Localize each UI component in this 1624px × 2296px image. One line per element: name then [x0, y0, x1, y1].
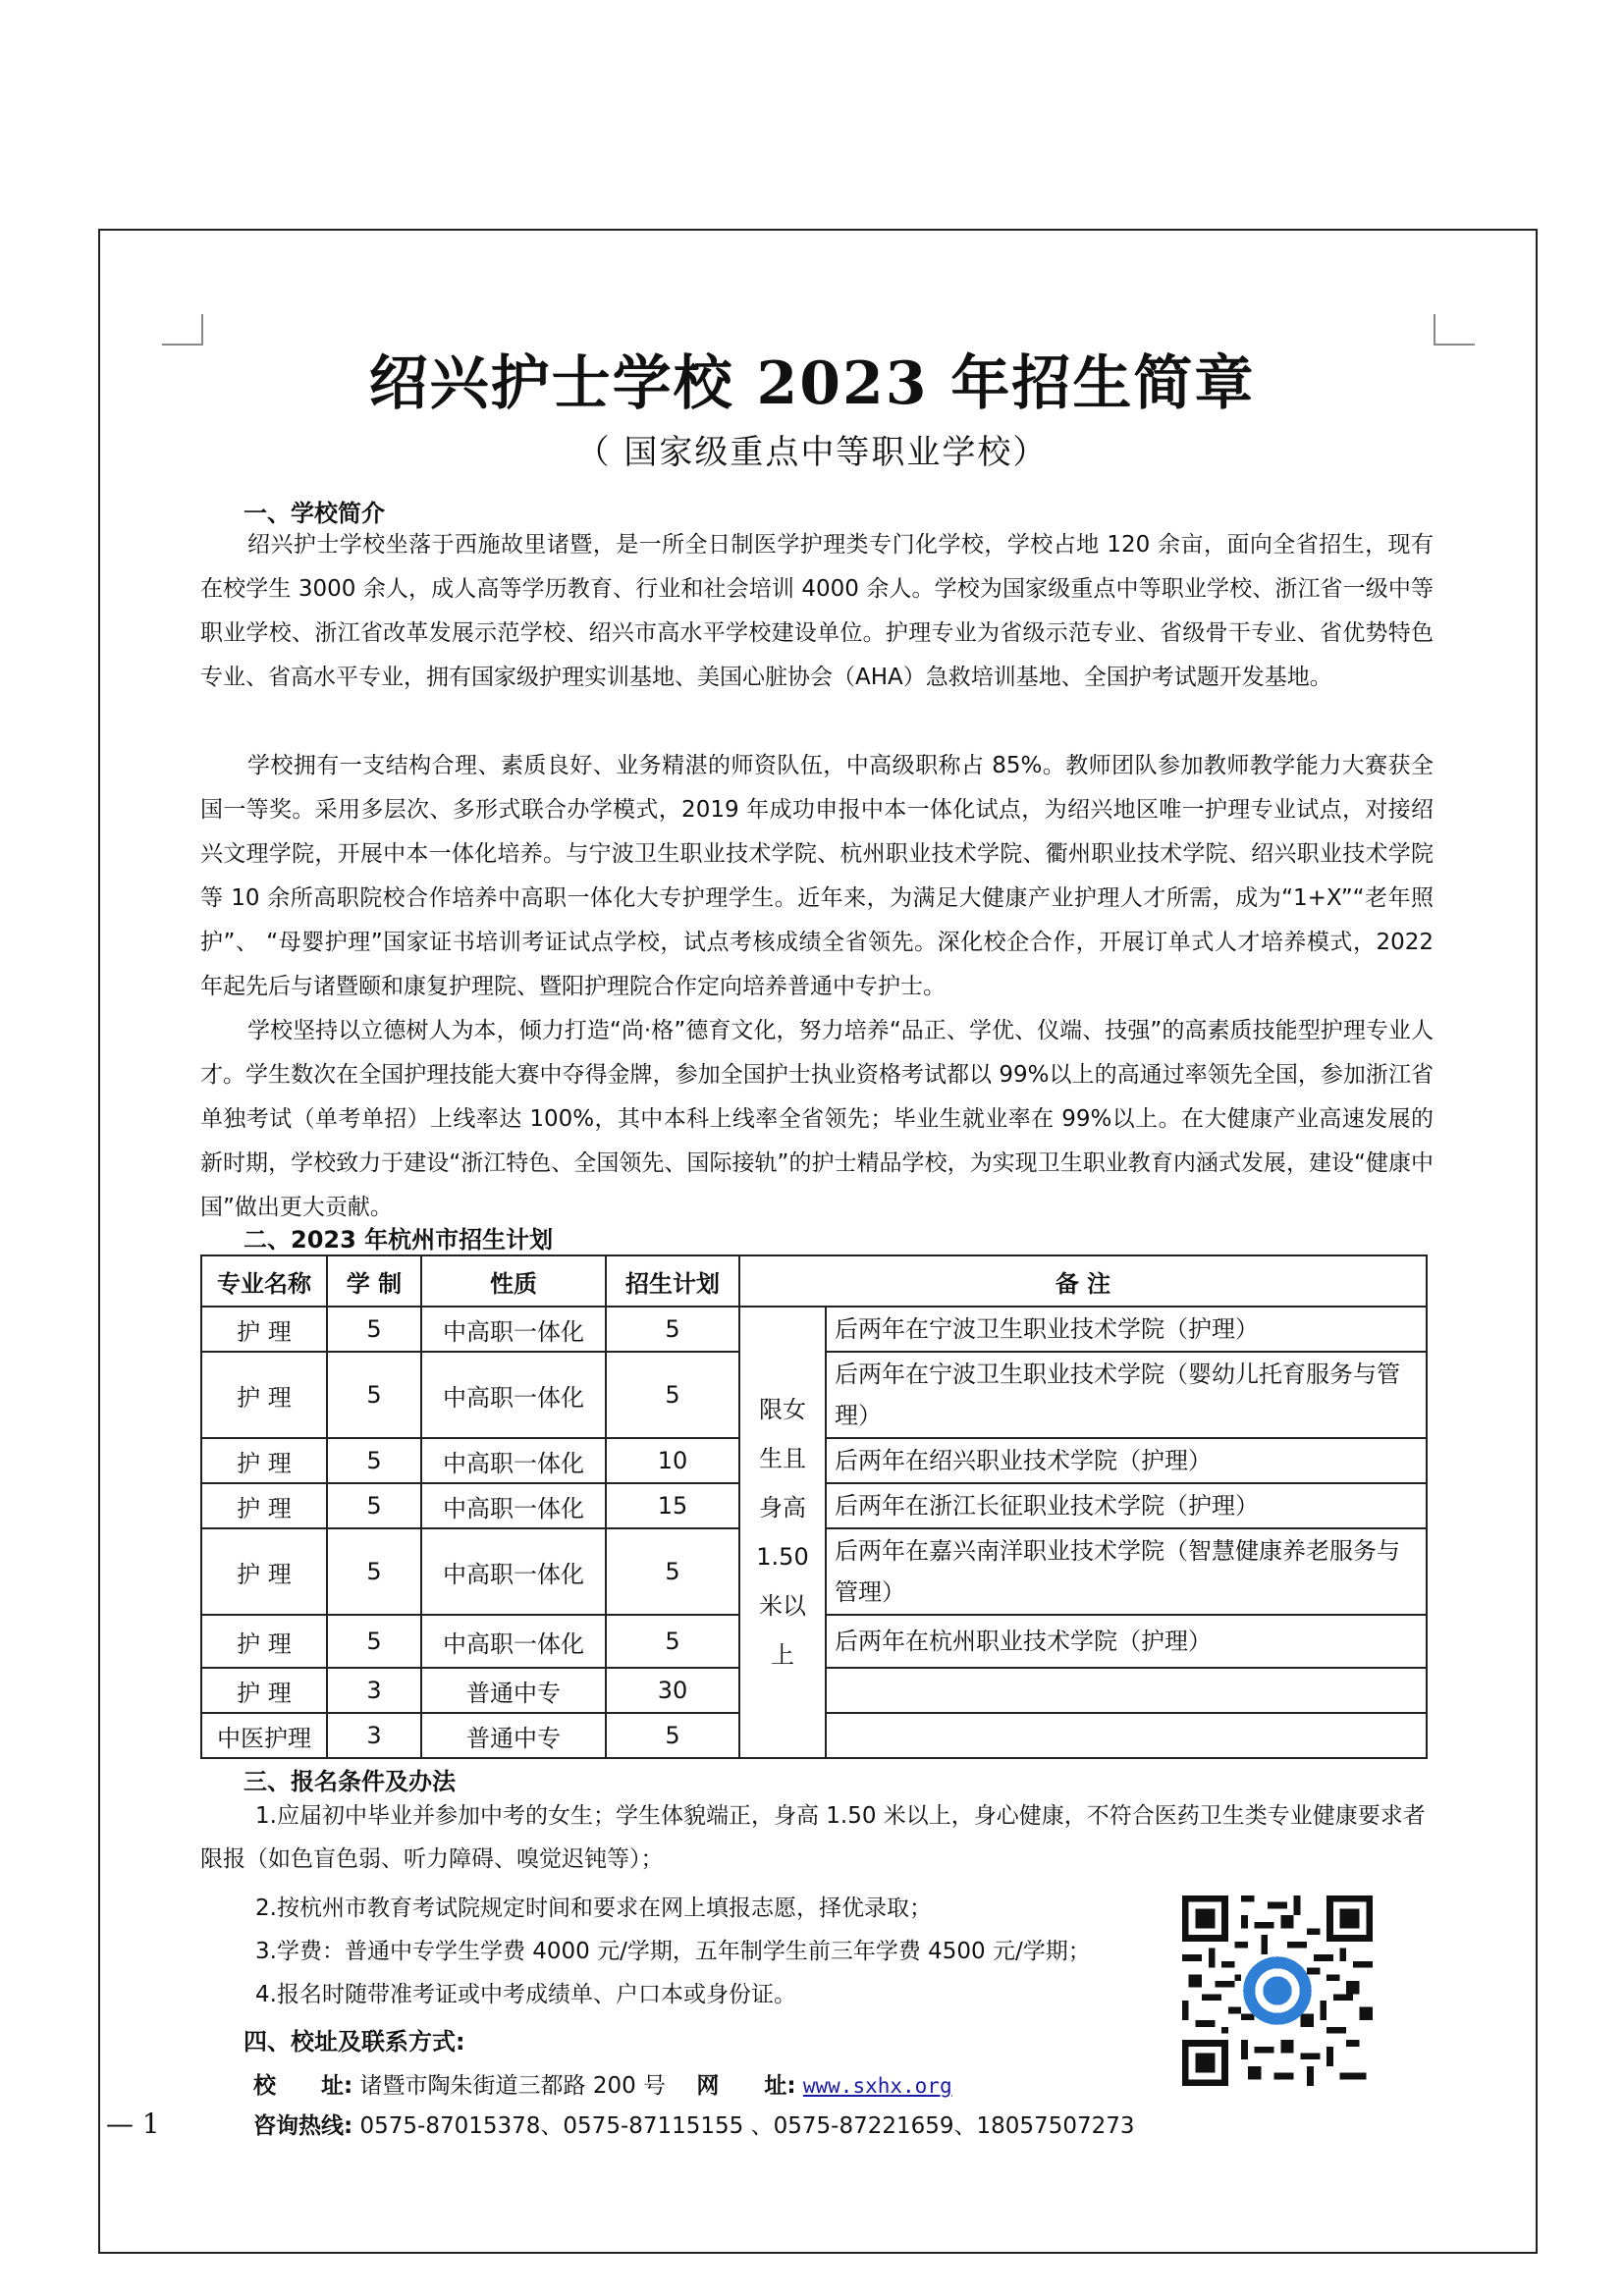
- cell-major: 护 理: [201, 1483, 327, 1528]
- col-header-remarks: 备 注: [739, 1255, 1427, 1307]
- website-label: 网 址:: [696, 2073, 796, 2099]
- cell-type: 中高职一体化: [421, 1615, 606, 1668]
- cell-type: 中高职一体化: [421, 1438, 606, 1483]
- section-heading-conditions: 三、报名条件及办法: [244, 1768, 456, 1795]
- hotline-value: 0575-87015378、0575-87115155 、0575-87221659、18057507273: [359, 2113, 1135, 2139]
- cell-years: 5: [327, 1528, 421, 1615]
- cell-remark: 后两年在杭州职业技术学院（护理）: [826, 1615, 1427, 1668]
- cell-remark: 后两年在绍兴职业技术学院（护理）: [826, 1438, 1427, 1483]
- col-header-type: 性质: [421, 1255, 606, 1307]
- cell-major: 护 理: [201, 1352, 327, 1438]
- cell-type: 中高职一体化: [421, 1307, 606, 1352]
- cell-major: 护 理: [201, 1668, 327, 1713]
- cell-type: 中高职一体化: [421, 1528, 606, 1615]
- cell-quota: 15: [606, 1483, 739, 1528]
- col-header-years: 学 制: [327, 1255, 421, 1307]
- table-header-row: [201, 1255, 1427, 1307]
- cell-years: 5: [327, 1483, 421, 1528]
- enrollment-plan-table: [200, 1255, 1428, 1759]
- cell-remark: [826, 1668, 1427, 1713]
- website-link[interactable]: www.sxhx.org: [802, 2074, 952, 2098]
- cell-type: 普通中专: [421, 1668, 606, 1713]
- cell-years: 5: [327, 1438, 421, 1483]
- cell-years: 3: [327, 1668, 421, 1713]
- cell-type: 中高职一体化: [421, 1483, 606, 1528]
- intro-paragraph-1: 绍兴护士学校坐落于西施故里诸暨，是一所全日制医学护理类专门化学校，学校占地 120 余亩，面向全省招生，现有在校学生 3000 余人，成人高等学历教育、行业和社会培训 4000 余人。学校为国家级重点中等职业学校、浙江省一级中等职业学校、浙江省改革发展示范学校、绍兴市高水平学校建设单位。护理专业为省级示范专业、省级骨干专业、省优势特色专业、省高水平专业，拥有国家级护理实训基地、美国心脏协会（AHA）急救培训基地、全国护考试题开发基地。: [200, 532, 1434, 690]
- hotline-label: 咨询热线:: [253, 2113, 353, 2139]
- cell-quota: 5: [606, 1713, 739, 1758]
- cell-quota: 5: [606, 1307, 739, 1352]
- cell-remark: 后两年在宁波卫生职业技术学院（护理）: [826, 1307, 1427, 1352]
- cell-major: 护 理: [201, 1438, 327, 1483]
- cell-quota: 30: [606, 1668, 739, 1713]
- intro-paragraph-3: 学校坚持以立德树人为本，倾力打造“尚·格”德育文化，努力培养“品正、学优、仪端、技强”的高素质技能型护理专业人才。学生数次在全国护理技能大赛中夺得金牌，参加全国护士执业资格考试都以 99%以上的高通过率领先全国，参加浙江省单独考试（单考单招）上线率达 100%，其中本科上线率全省领先；毕业生就业率在 99%以上。在大健康产业高速发展的新时期，学校致力于建设“浙江特色、全国领先、国际接轨”的护士精品学校，为实现卫生职业教育内涵式发展，建设“健康中国”做出更大贡献。: [200, 1018, 1434, 1220]
- cell-major: 护 理: [201, 1615, 327, 1668]
- page-number: — 1: [106, 2108, 160, 2140]
- section-heading-plan: 二、2023 年杭州市招生计划: [244, 1226, 554, 1254]
- cell-years: 5: [327, 1307, 421, 1352]
- cell-major: 护 理: [201, 1307, 327, 1352]
- cell-years: 5: [327, 1352, 421, 1438]
- cell-quota: 10: [606, 1438, 739, 1483]
- address-line: [253, 2067, 952, 2100]
- col-header-major: 专业名称: [201, 1255, 327, 1307]
- cell-limit-note: 限女生且身高1.50米以上: [739, 1307, 826, 1758]
- address-label: 校 址:: [253, 2073, 353, 2099]
- intro-paragraph-2: 学校拥有一支结构合理、素质良好、业务精湛的师资队伍，中高级职称占 85%。教师团队参加教师教学能力大赛获全国一等奖。采用多层次、多形式联合办学模式，2019 年成功申报中本一体化试点，为绍兴地区唯一护理专业试点，对接绍兴文理学院，开展中本一体化培养。与宁波卫生职业技术学院、杭州职业技术学院、衢州职业技术学院、绍兴职业技术学院等 10 余所高职院校合作培养中高职一体化大专护理学生。近年来，为满足大健康产业护理人才所需，成为“1+X”“老年照护”、 “母婴护理”国家证书培训考证试点学校，试点考核成绩全省领先。深化校企合作，开展订单式人才培养模式，2022 年起先后与诸暨颐和康复护理院、暨阳护理院合作定向培养普通中专护士。: [200, 753, 1434, 999]
- condition-item-1: 1.应届初中毕业并参加中考的女生；学生体貌端正，身高 1.50 米以上，身心健康，不符合医药卫生类专业健康要求者限报（如色盲色弱、听力障碍、嗅觉迟钝等）；: [200, 1803, 1426, 1872]
- cell-remark: 后两年在嘉兴南洋职业技术学院（智慧健康养老服务与管理）: [826, 1528, 1427, 1615]
- cell-remark: 后两年在宁波卫生职业技术学院（婴幼儿托育服务与管理）: [826, 1352, 1427, 1438]
- cell-type: 中高职一体化: [421, 1352, 606, 1438]
- cell-quota: 5: [606, 1352, 739, 1438]
- qr-code-icon: [1182, 1896, 1373, 2086]
- cell-remark: 后两年在浙江长征职业技术学院（护理）: [826, 1483, 1427, 1528]
- condition-item-3: 3.学费：普通中专学生学费 4000 元/学期，五年制学生前三年学费 4500 元/学期；: [255, 1939, 1091, 1964]
- hotline-line: [253, 2108, 1135, 2140]
- condition-item-4: 4.报名时随带准考证或中考成绩单、户口本或身份证。: [255, 1982, 796, 2007]
- cell-quota: 5: [606, 1528, 739, 1615]
- condition-item-2: 2.按杭州市教育考试院规定时间和要求在网上填报志愿，择优录取；: [255, 1896, 932, 1921]
- section-heading-contact: 四、校址及联系方式:: [244, 2028, 465, 2056]
- table-row: [201, 1307, 1427, 1352]
- document-subtitle: （ 国家级重点中等职业学校）: [575, 433, 1049, 472]
- cell-years: 5: [327, 1615, 421, 1668]
- cell-major: 中医护理: [201, 1713, 327, 1758]
- cell-quota: 5: [606, 1615, 739, 1668]
- cell-type: 普通中专: [421, 1713, 606, 1758]
- col-header-quota: 招生计划: [606, 1255, 739, 1307]
- cell-remark: [826, 1713, 1427, 1758]
- section-heading-intro: 一、学校简介: [244, 500, 385, 527]
- cell-major: 护 理: [201, 1528, 327, 1615]
- address-value: 诸暨市陶朱街道三都路 200 号: [359, 2073, 667, 2099]
- document-title: 绍兴护士学校 2023 年招生简章: [368, 349, 1256, 418]
- cell-years: 3: [327, 1713, 421, 1758]
